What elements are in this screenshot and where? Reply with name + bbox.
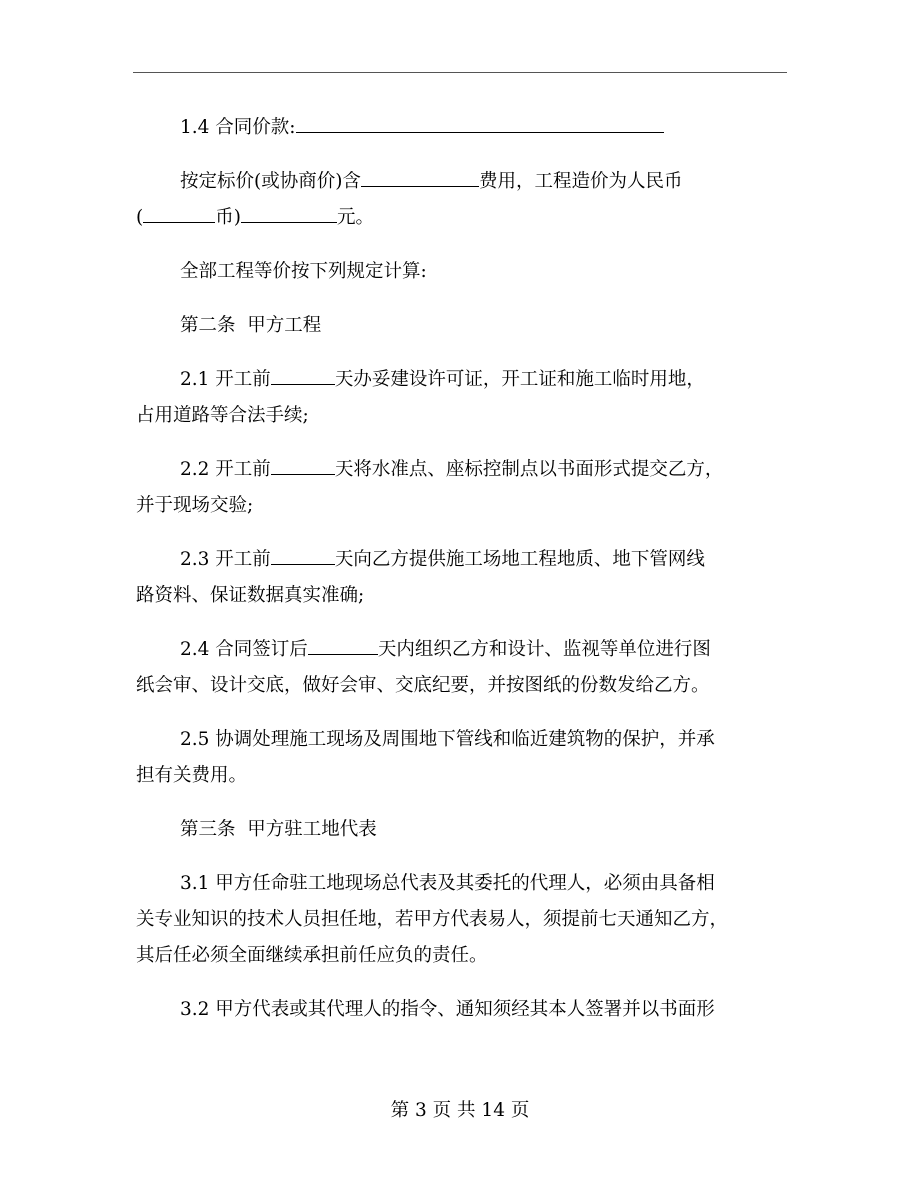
clause-text: 并于现场交验; bbox=[136, 495, 254, 516]
blank-field bbox=[296, 113, 664, 133]
clause-text: 2.2 开工前 bbox=[180, 459, 271, 480]
clause-text: 关专业知识的技术人员担任地，若甲方代表易人，须提前七天通知乙方， bbox=[136, 909, 729, 930]
clause-text: 天内组织乙方和设计、监视等单位进行图 bbox=[377, 639, 711, 660]
section-heading-article-2: 第二条 甲方工程 bbox=[180, 315, 322, 336]
clause-text: 2.4 合同签订后 bbox=[180, 639, 308, 660]
clause-text: 担有关费用。 bbox=[136, 765, 248, 786]
clause-text: 天向乙方提供施工场地工程地质、地下管网线 bbox=[334, 549, 705, 570]
clause-text: 1.4 合同价款: bbox=[180, 117, 296, 138]
clause-2-5 bbox=[136, 722, 788, 794]
clause-text: ( bbox=[136, 207, 144, 228]
section-heading-article-3: 第三条 甲方驻工地代表 bbox=[180, 819, 377, 840]
blank-field bbox=[271, 545, 335, 565]
clause-text: 纸会审、设计交底，做好会审、交底纪要，并按图纸的份数发给乙方。 bbox=[136, 675, 710, 696]
clause-text: 天办妥建设许可证，开工证和施工临时用地， bbox=[334, 369, 705, 390]
clause-text: 元。 bbox=[336, 207, 374, 228]
page-number-footer: 第 3 页 共 14 页 bbox=[390, 1100, 530, 1121]
clause-2-4 bbox=[136, 632, 788, 704]
blank-field bbox=[241, 203, 337, 223]
clause-text: 2.5 协调处理施工现场及周围地下管线和临近建筑物的保护，并承 bbox=[180, 729, 715, 750]
clause-text: 占用道路等合法手续; bbox=[136, 405, 309, 426]
document-body bbox=[136, 110, 788, 1046]
blank-field bbox=[271, 365, 335, 385]
clause-text: 2.1 开工前 bbox=[180, 369, 271, 390]
clause-text: 费用，工程造价为人民币 bbox=[478, 171, 683, 192]
clause-text: 币) bbox=[215, 207, 241, 228]
clause-text: 2.3 开工前 bbox=[180, 549, 271, 570]
clause-2-1 bbox=[136, 362, 788, 434]
clause-text: 按定标价(或协商价)含 bbox=[180, 171, 361, 192]
clause-3-2: 3.2 甲方代表或其代理人的指令、通知须经其本人签署并以书面形 bbox=[180, 999, 715, 1020]
blank-field bbox=[361, 167, 479, 187]
header-rule bbox=[133, 72, 787, 73]
blank-field bbox=[143, 203, 215, 223]
clause-2-2 bbox=[136, 452, 788, 524]
calculation-intro: 全部工程等价按下列规定计算: bbox=[180, 261, 427, 282]
blank-field bbox=[271, 455, 335, 475]
clause-2-3 bbox=[136, 542, 788, 614]
clause-1-4 bbox=[136, 110, 788, 146]
clause-3-1 bbox=[136, 866, 788, 974]
blank-field bbox=[308, 635, 378, 655]
clause-text: 其后任必须全面继续承担前任应负的责任。 bbox=[136, 945, 488, 966]
clause-text: 3.1 甲方任命驻工地现场总代表及其委托的代理人，必须由具备相 bbox=[180, 873, 715, 894]
clause-text: 天将水准点、座标控制点以书面形式提交乙方， bbox=[334, 459, 724, 480]
clause-text: 路资料、保证数据真实准确; bbox=[136, 585, 365, 606]
price-paragraph bbox=[136, 164, 788, 236]
